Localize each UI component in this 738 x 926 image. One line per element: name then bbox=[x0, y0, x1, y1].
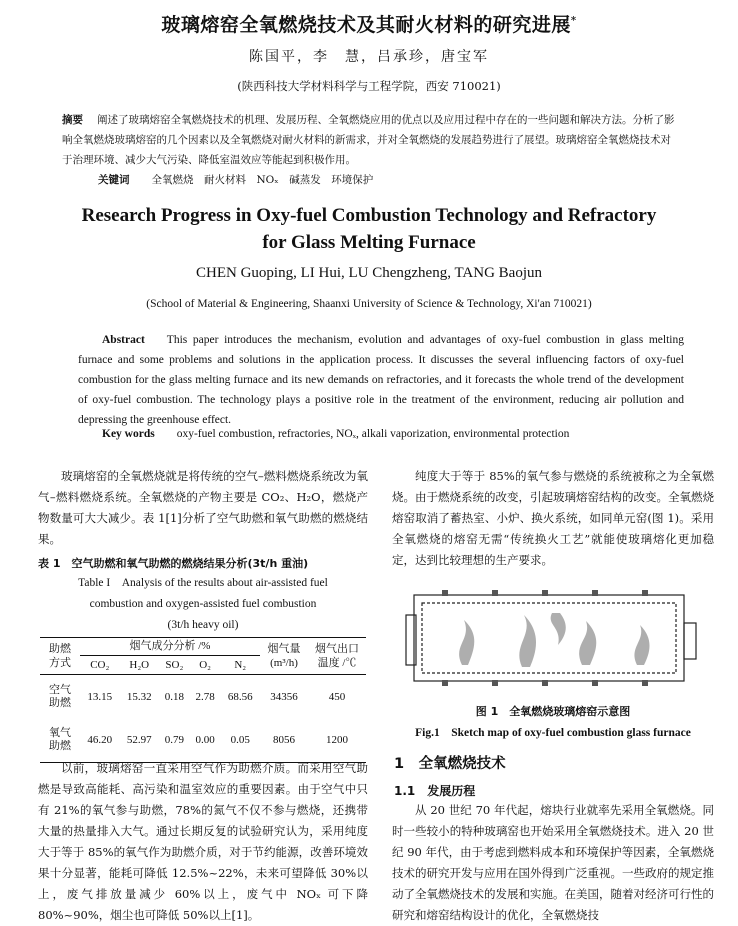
cell-volume: 8056 bbox=[273, 734, 295, 747]
abstract-en-text: This paper introduces the mechanism, evolution and advantages of oxy-fuel combustion in glass melting furnace and some problems and solutions in the application process. It discusses the several influencing factors of oxy-fuel combustion for the glass melting furnace and its new demands on refractories, and it forecasts the whole trend of the development of oxy-fuel combustion. The technology plays a positive role in the treatment of the environment, reducing air pollution and depressing the greenhouse effect. bbox=[78, 334, 684, 426]
body-left-top: 玻璃熔窑的全氧燃烧就是将传统的空气–燃料燃烧系统改为氧气–燃料燃烧系统。全氧燃烧的产物主要是 CO₂、H₂O，燃烧产物数量可大大减少。表 1[1]分析了空气助燃和氧气助燃的燃烧结果。 bbox=[38, 469, 368, 546]
throat bbox=[684, 623, 696, 659]
body-right-bottom: 从 20 世纪 70 年代起，熔块行业就率先采用全氧燃烧。同时一些较小的特种玻璃窑也开始采用全氧燃烧技术。进入 20 世纪 90 年代，由于考虑到燃料成本和环境保护等因素，全氧燃烧技术的研究开发与应用在国外得到广泛重视。一些政府的规定推动了全氧燃烧技术的发展和实施。在美国，随着对经济可行性的研究和熔窑结构设计的优化，全氧燃烧技 bbox=[392, 803, 714, 922]
header-co2: CO₂ bbox=[90, 659, 110, 671]
table-caption-en: Table I Analysis of the results about air-assisted fuel combustion and oxygen-assisted fuel combustion (3t/h heavy oil) bbox=[78, 577, 328, 631]
body-left-bottom: 以前，玻璃熔窑一直采用空气作为助燃介质。而采用空气助燃是导致高能耗、高污染和温室效应的重要因素。由于空气中只有 21%的氧气参与助燃，78%的氮气不仅不参与燃烧，还携带大量的热量排入大气。通过长期反复的试验研究认为，采用纯度大于等于 85%的氧气作为助燃介质，对于节约能源，改善环境效果十分显著，能耗可降低 12.5%~22%，未来可望降低 30%以上，废气排放量减少 60%以上，废气中 NOₓ 可下降 80%~90%，烟尘也可降低 50%以上[1]。 bbox=[38, 761, 368, 922]
cell-value: 15.32 bbox=[126, 690, 152, 703]
keywords-en-text: oxy-fuel combustion, refractories, NOₓ, alkali vaporization, environmental protection bbox=[176, 428, 570, 440]
keywords-zh-label: 关键词 bbox=[98, 174, 130, 186]
header-group: 烟气成分分析 /% bbox=[80, 638, 260, 656]
abstract-en bbox=[78, 330, 684, 430]
abstract-zh-label: 摘要 bbox=[62, 114, 83, 126]
table-caption-zh: 表 1 空气助燃和氧气助燃的燃烧结果分析(3t/h 重油) bbox=[38, 557, 309, 570]
cell-value: 13.15 bbox=[87, 690, 113, 703]
header-h2o: H₂O bbox=[129, 659, 150, 671]
furnace-sketch-figure bbox=[402, 585, 702, 693]
cell-value: 0.05 bbox=[230, 734, 250, 747]
cell-value: 0.18 bbox=[164, 690, 184, 703]
header-temp: 烟气出口 温度 /℃ bbox=[315, 643, 359, 669]
figure-caption-zh: 图 1 全氧燃烧玻璃熔窑示意图 bbox=[475, 705, 631, 718]
row-method: 氧气 助燃 bbox=[49, 727, 71, 753]
abstract-zh-text: 阐述了玻璃熔窑全氧燃烧技术的机理、发展历程、全氧燃烧应用的优点以及应用过程中存在的一些问题和解决方法。分析了影响全氧燃烧玻璃熔窑的几个因素以及全氧燃烧对耐火材料的新需求，并对全氧燃烧的发展趋势进行了展望。玻璃熔窑全氧燃烧技术对于治理环境、减少大气污染、降低室温效应等能起到积极作用。 bbox=[62, 114, 675, 166]
header-n2: N₂ bbox=[234, 659, 247, 671]
cell-value: 68.56 bbox=[227, 690, 253, 703]
cell-temp: 450 bbox=[328, 690, 346, 703]
row-method: 空气 助燃 bbox=[49, 683, 71, 709]
figure-caption-en: Fig.1 Sketch map of oxy-fuel combustion glass furnace bbox=[415, 727, 691, 739]
authors-en: CHEN Guoping, LI Hui, LU Chengzheng, TANG Baojun bbox=[196, 265, 542, 281]
affiliation-en: (School of Material & Engineering, Shaanxi University of Science & Technology, Xi'an 710021) bbox=[146, 298, 592, 310]
results-table bbox=[40, 637, 366, 763]
table-row bbox=[40, 675, 366, 719]
section-heading-1-1: 1.1 发展历程 bbox=[394, 784, 476, 798]
cell-value: 0.00 bbox=[195, 734, 215, 747]
keywords-zh bbox=[98, 172, 373, 187]
affiliation-zh: (陕西科技大学材料科学与工程学院，西安 710021) bbox=[237, 79, 501, 93]
header-so2: SO₂ bbox=[165, 659, 184, 671]
keywords-zh-text: 全氧燃烧 耐火材料 NOₓ 碱蒸发 环境保护 bbox=[151, 174, 374, 186]
paper-title-zh: 玻璃熔窑全氧燃烧技术及其耐火材料的研究进展* bbox=[161, 14, 577, 36]
cell-volume: 34356 bbox=[270, 690, 298, 703]
cell-value: 0.79 bbox=[164, 734, 184, 747]
keywords-en-label: Key words bbox=[102, 428, 155, 440]
table-row bbox=[40, 719, 366, 763]
header-volume: 烟气量 (m³/h) bbox=[267, 643, 301, 669]
abstract-zh bbox=[62, 110, 680, 170]
cell-temp: 1200 bbox=[326, 734, 348, 747]
keywords-en bbox=[102, 428, 569, 440]
flame-icons bbox=[459, 613, 649, 667]
paper-title-en: Research Progress in Oxy-fuel Combustion Technology and Refractory for Glass Melting Furnace bbox=[81, 205, 657, 253]
section-heading-1: 1 全氧燃烧技术 bbox=[394, 756, 506, 772]
abstract-en-label: Abstract bbox=[102, 334, 145, 346]
header-method: 助燃 方式 bbox=[49, 643, 71, 669]
cell-value: 2.78 bbox=[195, 690, 215, 703]
body-right-top: 纯度大于等于 85%的氧气参与燃烧的系统被称之为全氧燃烧。由于燃烧系统的改变，引起玻璃熔窑结构的改变。全氧燃烧熔窑取消了蓄热室、小炉、换火系统，如同单元窑(图 1)。采用全氧燃烧的熔窑无需“传统换火工艺”就能使玻璃熔化更加稳定，达到比较理想的生产要求。 bbox=[392, 469, 714, 567]
header-o2: O₂ bbox=[199, 659, 211, 671]
cell-value: 52.97 bbox=[126, 734, 152, 747]
cell-value: 46.20 bbox=[87, 734, 113, 747]
authors-zh: 陈国平，李 慧，吕承珍，唐宝军 bbox=[249, 49, 489, 65]
